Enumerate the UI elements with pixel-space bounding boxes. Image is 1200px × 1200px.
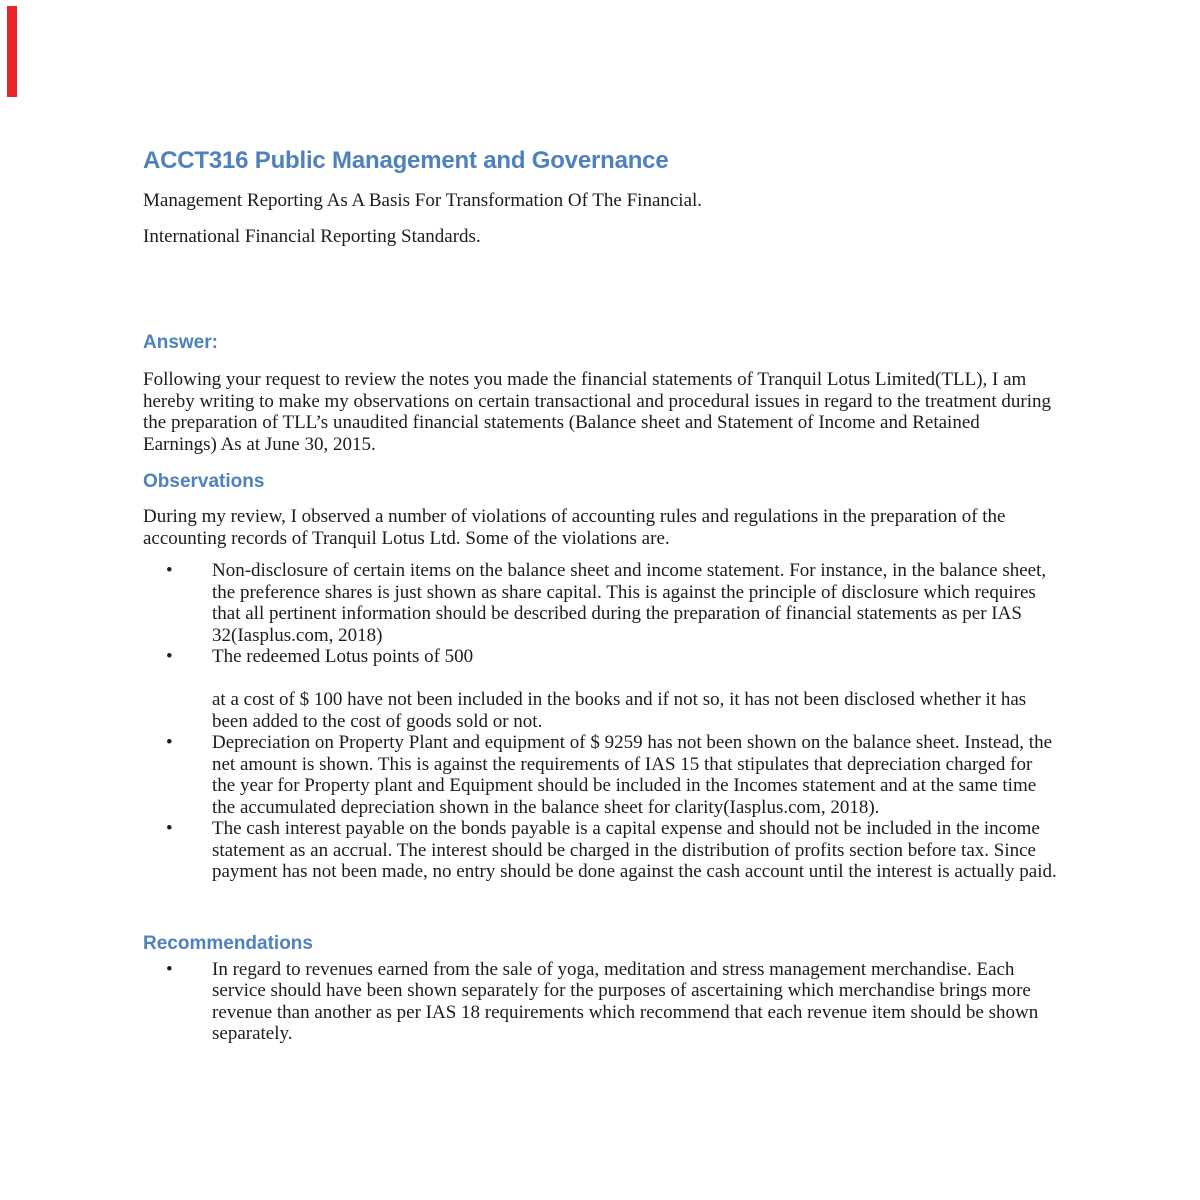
document-content <box>143 0 1058 1045</box>
list-item-text: In regard to revenues earned from the sale of yoga, meditation and stress management merchandise. Each service should have been shown separately for the purposes of ascertaining which merchandise brings more revenue than another as per IAS 18 requirements which recommend that each revenue item should be shown separately. <box>212 958 1039 1044</box>
list-item <box>143 646 1058 732</box>
list-item-text: Non-disclosure of certain items on the balance sheet and income statement. For instance, in the balance sheet, the preference shares is just shown as share capital. This is against the principle of disclosure which requires that all pertinent information should be described during the preparation of financial statements as per IAS 32(Iasplus.com, 2018) <box>212 560 1047 646</box>
intro-line-1: Management Reporting As A Basis For Transformation Of The Financial. <box>143 190 703 211</box>
list-item <box>143 560 1058 646</box>
list-item <box>143 732 1058 818</box>
red-marker <box>7 6 17 97</box>
answer-paragraph: Following your request to review the notes you made the financial statements of Tranquil Lotus Limited(TLL), I am hereby writing to make my observations on certain transactional and procedural issues in regard to the treatment during the preparation of TLL’s unaudited financial statements (Balance sheet and Statement of Income and Retained Earnings) As at June 30, 2015. <box>143 369 1052 455</box>
section-heading-answer: Answer: <box>143 332 218 353</box>
list-item-text: The redeemed Lotus points of 500 <box>212 646 474 667</box>
observations-paragraph: During my review, I observed a number of violations of accounting rules and regulations in the preparation of the accounting records of Tranquil Lotus Ltd. Some of the violations are. <box>143 506 1006 549</box>
list-item-continuation: at a cost of $ 100 have not been included in the books and if not so, it has not been disclosed whether it has been added to the cost of goods sold or not. <box>212 689 1027 732</box>
list-item <box>143 818 1058 883</box>
page-title: ACCT316 Public Management and Governance <box>143 147 669 174</box>
list-item <box>143 959 1058 1045</box>
intro-line-2: International Financial Reporting Standards. <box>143 225 481 247</box>
list-item-text: The cash interest payable on the bonds payable is a capital expense and should not be included in the income statement as an accrual. The interest should be charged in the distribution of profits section before tax. Since payment has not been made, no entry should be done against the cash account until the interest is actually paid. <box>212 818 1057 882</box>
section-heading-recommendations: Recommendations <box>143 932 313 954</box>
list-item-text: Depreciation on Property Plant and equipment of $ 9259 has not been shown on the balance sheet. Instead, the net amount is shown. This is against the requirements of IAS 15 that stipulates that depreciation charged for the year for Property plant and Equipment should be included in the Incomes statement and at the same time the accumulated depreciation shown in the balance sheet for clarity(Iasplus.com, 2018). <box>212 732 1052 818</box>
observations-list <box>143 560 1058 883</box>
recommendations-list <box>143 959 1058 1045</box>
section-heading-observations: Observations <box>143 471 265 492</box>
